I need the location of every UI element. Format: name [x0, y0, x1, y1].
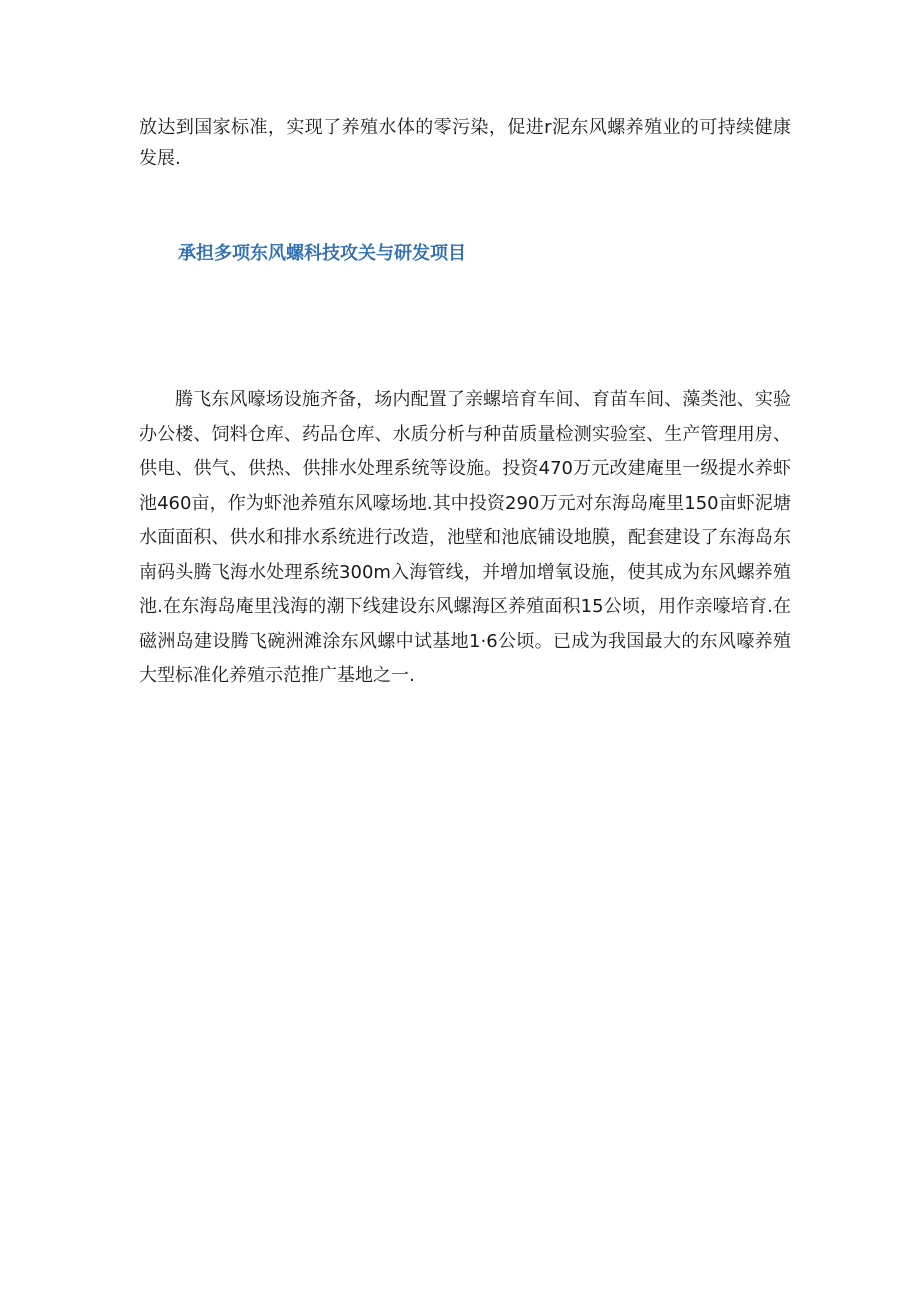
main-paragraph: 腾飞东风嚎场设施齐备，场内配置了亲螺培育车间、育苗车间、藻类池、实验办公楼、饲料仓库、药品仓库、水质分析与种苗质量检测实验室、生产管理用房、供电、供气、供热、供排水处理系统等设施。投资470万元改建庵里一级提水养虾池460亩，作为虾池养殖东风嚎场地.其中投资290万元对东海岛庵里150亩虾泥塘水面面积、供水和排水系统进行改造，池壁和池底铺设地膜，配套建设了东海岛东南码头腾飞海水处理系统300m入海管线，并增加增氧设施，使其成为东风螺养殖池.在东海岛庵里浅海的潮下线建设东风螺海区养殖面积15公顷，用作亲嚎培育.在磁洲岛建设腾飞碗洲滩涂东风螺中试基地1·6公顷。已成为我国最大的东风嚎养殖大型标准化养殖示范推广基地之一.: [139, 389, 791, 686]
intro-paragraph: 放达到国家标准，实现了养殖水体的零污染，促进r泥东风螺养殖业的可持续健康发展.: [139, 117, 791, 169]
section-heading: 承担多项东风螺科技攻关与研发项目: [178, 243, 466, 264]
